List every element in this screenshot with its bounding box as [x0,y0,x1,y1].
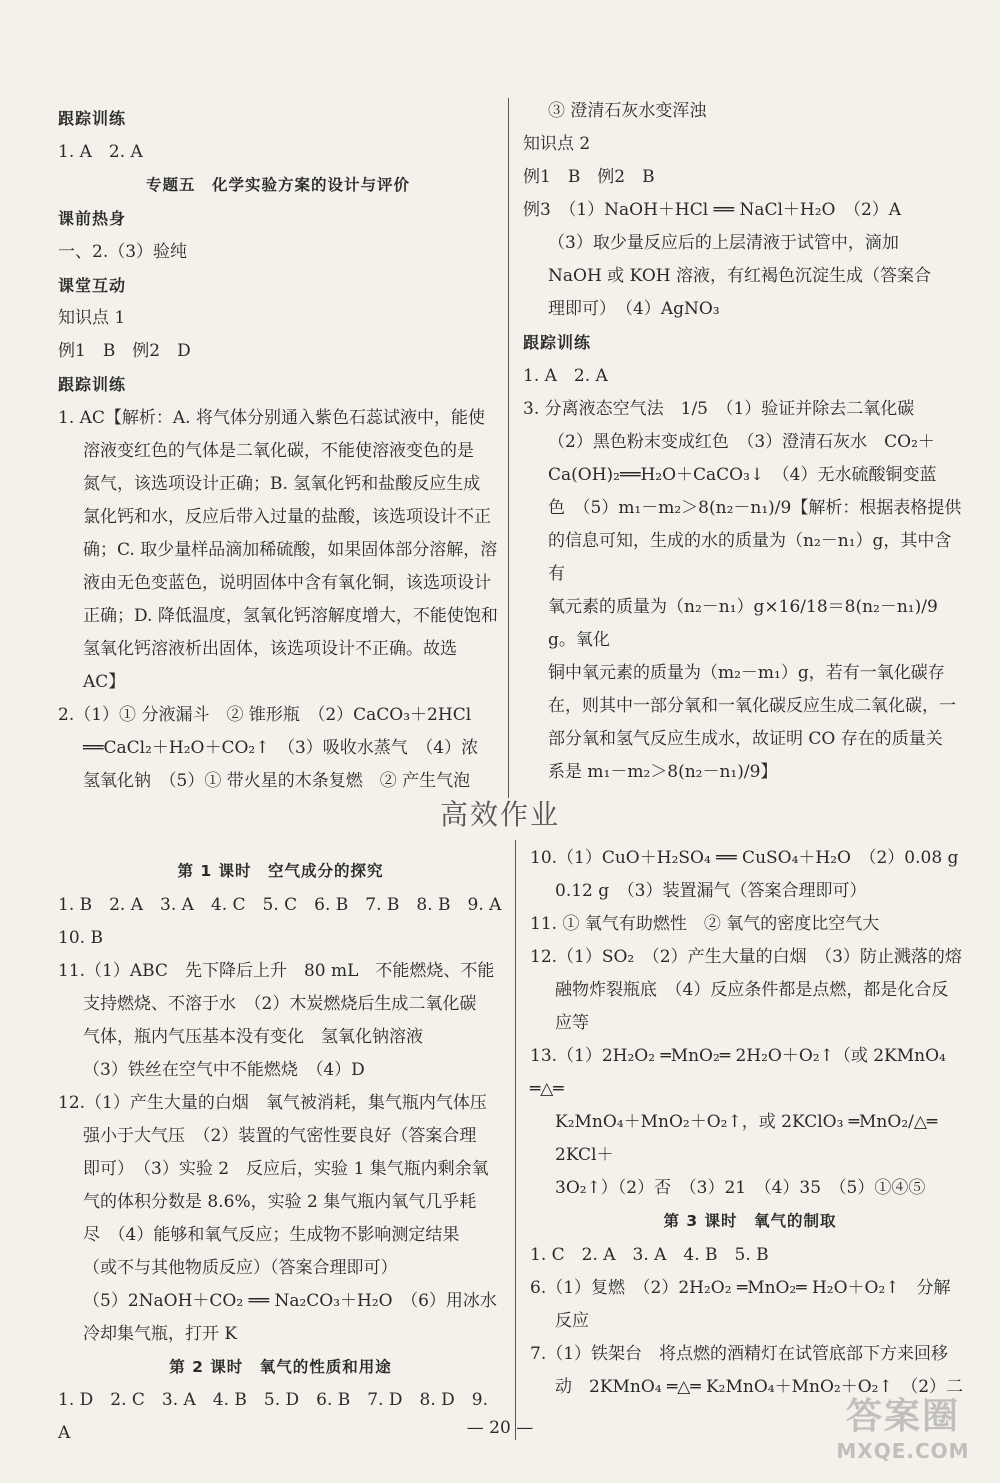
answer-line: 10.（1）CuO＋H₂SO₄ ══ CuSO₄＋H₂O （2）0.08 g [530,848,959,868]
answer-line: 3. 分离液态空气法 1/5 （1）验证并除去二氧化碳 [523,398,915,419]
answer-line: （2）黑色粉末变成红色 （3）澄清石灰水 CO₂＋ [548,431,935,452]
bottom-left-column [58,855,503,1450]
answer-line: 溶液变红色的气体是二氧化碳，不能使溶液变色的是 [83,440,474,461]
answer-line: 0.12 g （3）装置漏气（答案合理即可） [555,881,867,901]
answer-line: 冷却集气瓶，打开 K [83,1323,238,1344]
answer-line: 1. AC【解析：A. 将气体分别通入紫色石蕊试液中，能使 [58,407,485,428]
answer-line: 部分氧和氢气反应生成水，故证明 CO 存在的质量关 [548,728,943,749]
answer-line: 系是 m₁－m₂＞8(n₂－n₁)/9】 [548,761,778,782]
answer-line: （或不与其他物质反应）（答案合理即可） [83,1257,398,1278]
column-divider [508,98,509,798]
answer-line: 气体，瓶内气压基本没有变化 氢氧化钠溶液 [83,1026,423,1047]
section-heading: 课前热身 [58,209,127,228]
answer-line: 支持燃烧、不溶于水 （2）木炭燃烧后生成二氧化碳 [83,993,477,1014]
answer-line: 氮气，该选项设计正确；B. 氢氧化钙和盐酸反应生成 [83,473,481,494]
answer-line: （3）取少量反应后的上层清液于试管中，滴加 [548,233,899,253]
answer-line: 氢氧化钙溶液析出固体，该选项设计不正确。故选 [83,638,457,659]
answer-line: 在，则其中一部分氧和一氧化碳反应生成二氧化碳，一 [548,695,956,716]
lesson-title: 第 3 课时 氧气的制取 [663,1212,837,1230]
answer-line: ══CaCl₂＋H₂O＋CO₂↑ （3）吸收水蒸气 （4）浓 [83,737,479,758]
answer-line: 强小于大气压 （2）装置的气密性要良好（答案合理 [83,1125,477,1146]
answer-line: 融物炸裂瓶底 （4）反应条件都是点燃，都是化合反 [555,980,949,1000]
answer-line: 12.（1）SO₂ （2）产生大量的白烟 （3）防止溅落的熔 [530,947,962,967]
page-number: — 20 — [466,1418,534,1438]
answer-line: 即可） （3）实验 2 反应后，实验 1 集气瓶内剩余氧 [83,1158,489,1179]
answer-line: 13.（1）2H₂O₂ ═MnO₂═ 2H₂O＋O₂↑（或 2KMnO₄ ═△═ [530,1046,946,1099]
section-heading: 跟踪训练 [58,109,127,128]
answer-line: ③ 澄清石灰水变浑浊 [548,101,707,121]
answer-line: 氢氧化钠 （5）① 带火星的木条复燃 ② 产生气泡 [83,770,471,791]
answer-line: 尽 （4）能够和氧气反应；生成物不影响测定结果 [83,1224,460,1245]
watermark-mark: 答案圈 [845,1396,960,1437]
answer-line: 1. A 2. A [523,365,608,386]
section-title: 高效作业 [439,798,560,831]
answer-line: 动 2KMnO₄ ═△═ K₂MnO₄＋MnO₂＋O₂↑ （2）二 [555,1376,964,1397]
answer-line: 1. B 2. A 3. A 4. C 5. C 6. B 7. B 8. B 9. A [58,894,502,915]
column-divider [515,840,516,1440]
answer-line: 1. D 2. C 3. A 4. B 5. D 6. B 7. D 8. D 9. A [58,1390,488,1443]
answer-line: 10. B [58,927,103,948]
answer-line: 11.（1）ABC 先下降后上升 80 mL 不能燃烧、不能 [58,960,495,981]
answer-line: 正确；D. 降低温度，氢氧化钙溶解度增大，不能使饱和 [83,605,498,626]
answer-line: 一、2.（3）验纯 [58,241,188,262]
answer-line: 氯化钙和水，反应后带入过量的盐酸，该选项设计不正 [83,506,491,527]
answer-line: 12.（1）产生大量的白烟 氧气被消耗，集气瓶内气体压 [58,1092,487,1113]
watermark-logo [828,1395,978,1475]
answer-line: 应等 [555,1013,589,1033]
answer-line: 例1 B 例2 B [523,167,655,187]
bottom-right-column [530,842,970,1404]
answer-line: 液由无色变蓝色，说明固体中含有氧化铜，该选项设计 [83,572,491,593]
knowledge-point: 知识点 1 [58,308,126,328]
answer-line: 色 （5）m₁－m₂＞8(n₂－n₁)/9【解析：根据表格提供 [548,497,962,518]
answer-line: 3O₂↑）（2）否 （3）21 （4）35 （5）①④⑤ [555,1178,926,1198]
answer-line: 6.（1）复燃 （2）2H₂O₂ ═MnO₂═ H₂O＋O₂↑ 分解 [530,1277,951,1298]
answer-line: 7.（1）铁架台 将点燃的酒精灯在试管底部下方来回移 [530,1343,949,1364]
answer-line: 1. C 2. A 3. A 4. B 5. B [530,1244,769,1265]
answer-line: （3）铁丝在空气中不能燃烧 （4）D [83,1059,365,1080]
topic-title: 专题五 化学实验方案的设计与评价 [145,175,410,194]
answer-line: 氧元素的质量为（n₂－n₁）g×16/18＝8(n₂－n₁)/9 g。氧化 [548,596,938,650]
top-right-column [523,95,968,789]
answer-line: AC】 [83,671,126,692]
answer-line: 气的体积分数是 8.6%，实验 2 集气瓶内氧气几乎耗 [83,1191,477,1212]
top-left-column [58,102,498,798]
answer-line: 确；C. 取少量样品滴加稀硫酸，如果固体部分溶解，溶 [83,539,498,560]
answer-line: 2.（1）① 分液漏斗 ② 锥形瓶 （2）CaCO₃＋2HCl [58,704,472,725]
section-heading: 课堂互动 [58,275,127,295]
watermark-url: MXQE.COM [836,1439,970,1463]
section-heading: 跟踪训练 [58,375,127,394]
lesson-title: 第 2 课时 氧气的性质和用途 [169,1357,392,1376]
answer-line: 例3 （1）NaOH＋HCl ══ NaCl＋H₂O （2）A [523,200,902,220]
knowledge-point: 知识点 2 [523,134,591,154]
answer-line: K₂MnO₄＋MnO₂＋O₂↑，或 2KClO₃ ═MnO₂/△═ 2KCl＋ [555,1112,938,1165]
answer-line: NaOH 或 KOH 溶液，有红褐色沉淀生成（答案合 [548,266,931,286]
answer-line: 反应 [555,1310,589,1331]
answer-line: 的信息可知，生成的水的质量为（n₂－n₁）g，其中含有 [548,530,952,584]
section-heading: 跟踪训练 [523,333,592,352]
answer-line: Ca(OH)₂══H₂O＋CaCO₃↓ （4）无水硫酸铜变蓝 [548,464,937,485]
answer-line: 例1 B 例2 D [58,341,191,361]
answer-line: 理即可） （4）AgNO₃ [548,299,720,319]
lesson-title: 第 1 课时 空气成分的探究 [177,862,384,880]
answer-line: （5）2NaOH＋CO₂ ══ Na₂CO₃＋H₂O （6）用冰水 [83,1290,497,1311]
answer-line: 铜中氧元素的质量为（m₂－m₁）g，若有一氧化碳存 [548,662,945,683]
answer-line: 11. ① 氧气有助燃性 ② 氧气的密度比空气大 [530,914,880,934]
answer-line: 1. A 2. A [58,141,143,162]
